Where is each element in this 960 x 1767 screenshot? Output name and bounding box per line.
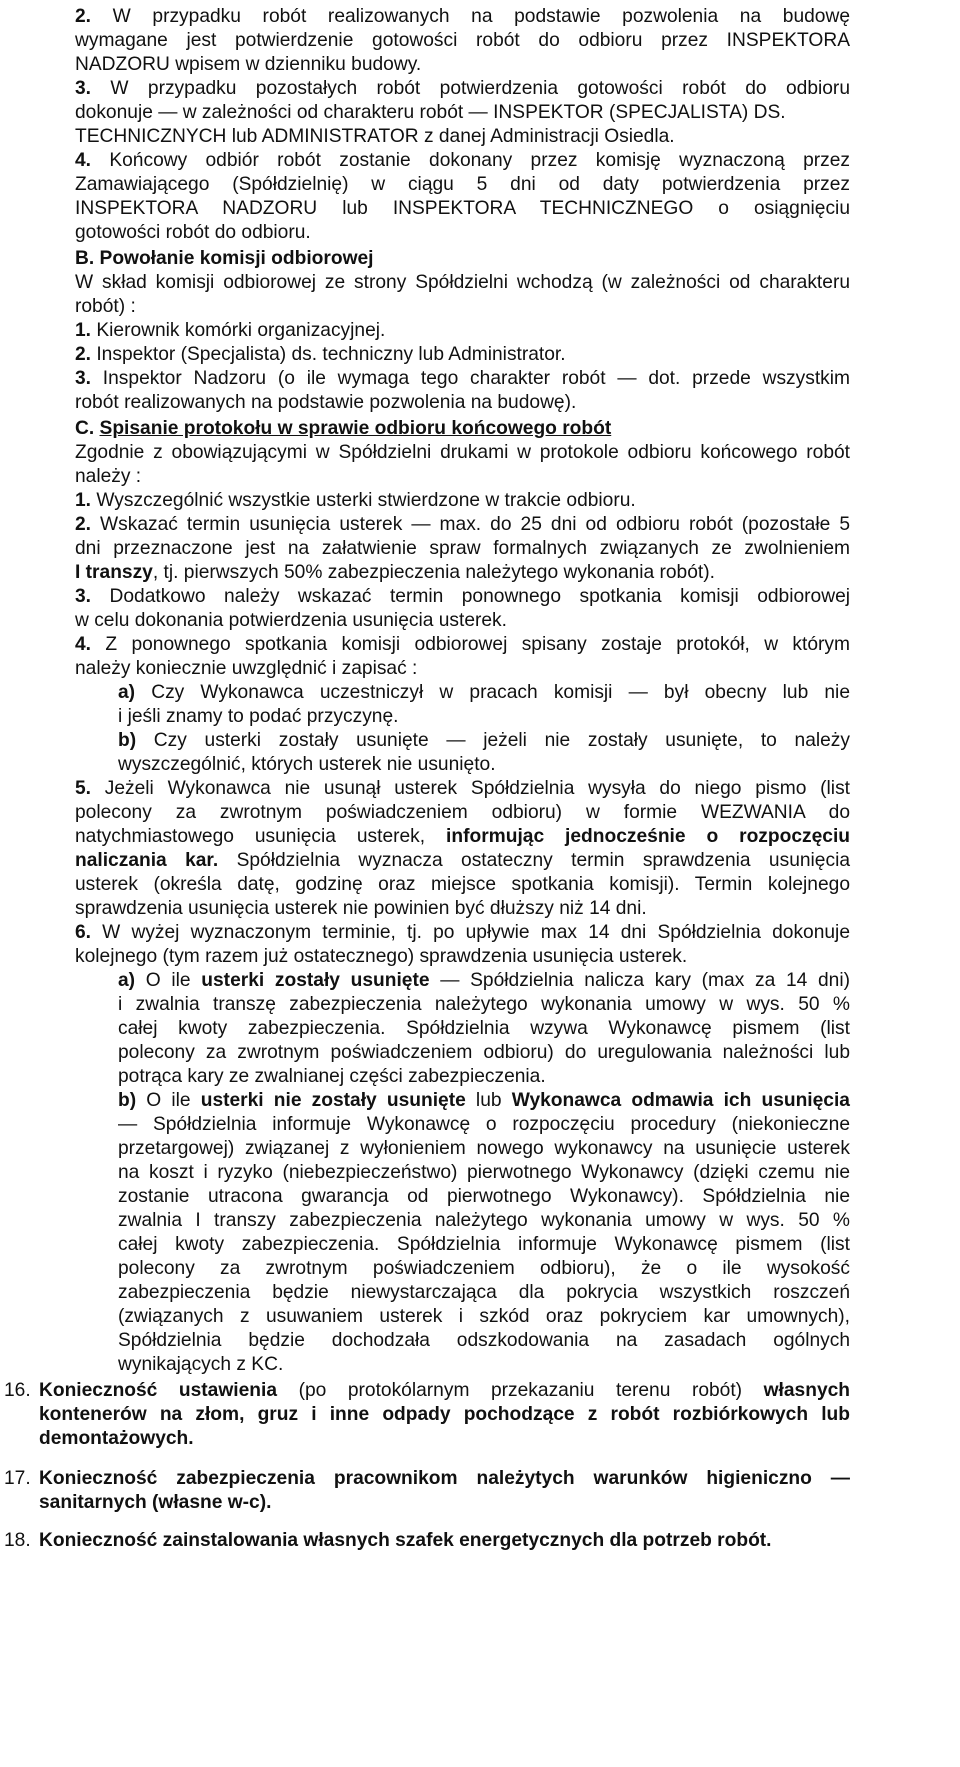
text-segment: Z ponownego spotkania komisji odbiorowej spisany zostaje protokół, w którym <box>91 634 850 655</box>
text-line <box>75 584 850 610</box>
text-segment: sprawdzenia usunięcia usterek nie powinien być dłuższy niż 14 dni. <box>75 898 647 919</box>
text-line <box>75 848 850 874</box>
text-segment: Wskazać termin usunięcia usterek — max. do 25 dni od odbioru robót (pozostałe 5 <box>91 514 850 535</box>
text-segment: Zgodnie z obowiązującymi w Spółdzielni drukami w protokole odbioru końcowego robót <box>75 442 850 463</box>
text-segment: wynikających z KC. <box>118 1354 284 1375</box>
text-line <box>118 1352 283 1378</box>
text-line <box>118 680 850 706</box>
text-line <box>39 1490 271 1516</box>
text-segment: 1. <box>75 320 92 341</box>
text-line <box>118 1208 850 1234</box>
text-line <box>75 920 850 946</box>
text-line <box>39 1528 772 1554</box>
text-segment: — Spółdzielnia nalicza kary (max za 14 dni) <box>429 970 850 991</box>
text-line <box>75 440 850 466</box>
text-segment: b) <box>118 730 137 751</box>
text-segment: Spółdzielnia wyznacza ostateczny termin sprawdzenia usunięcia <box>218 850 851 871</box>
text-segment: NADZORU wpisem w dzienniku budowy. <box>75 54 422 75</box>
text-segment: 3. <box>75 368 92 389</box>
text-segment: sanitarnych (własne w-c). <box>39 1492 272 1513</box>
text-segment: (po protokólarnym przekazaniu terenu robót) <box>277 1380 764 1401</box>
text-segment: 2. <box>75 344 92 365</box>
text-segment: Konieczność ustawienia <box>39 1380 278 1401</box>
text-segment: zabezpieczenia będzie niewystarczająca dla pokrycia wszystkich roszczeń <box>118 1282 850 1303</box>
text-segment: należy koniecznie uwzględnić i zapisać : <box>75 658 418 679</box>
text-segment: Czy usterki zostały usunięte — jeżeli nie zostały usunięte, to należy <box>136 730 850 751</box>
text-line <box>118 992 850 1018</box>
text-segment: demontażowych. <box>39 1428 194 1449</box>
text-line <box>118 1328 850 1354</box>
text-line <box>75 560 715 586</box>
text-segment: polecony za zwrotnym poświadczeniem odbioru), że o ile wysokość <box>118 1258 850 1279</box>
text-segment: wyszczególnić, których usterek nie usunięto. <box>118 754 496 775</box>
text-segment: zwalnia I transzy zabezpieczenia należytego wykonania umowy w wys. 50 % <box>118 1210 850 1231</box>
text-line <box>75 172 850 198</box>
text-segment: usterki zostały usunięte <box>201 970 430 991</box>
text-segment: należy : <box>75 466 142 487</box>
text-segment: W przypadku pozostałych robót potwierdzenia gotowości robót do odbioru <box>91 78 850 99</box>
text-line <box>75 536 850 562</box>
text-line <box>118 704 398 730</box>
text-segment: informując jednocześnie o rozpoczęciu <box>446 826 850 847</box>
text-segment: kolejnego (tym razem już ostatecznego) sprawdzenia usunięcia usterek. <box>75 946 688 967</box>
text-line <box>118 752 496 778</box>
text-segment: 16. <box>4 1380 31 1401</box>
text-segment: Konieczność zainstalowania własnych szafek energetycznych dla potrzeb robót. <box>39 1530 772 1551</box>
text-line <box>75 824 850 850</box>
text-segment: O ile <box>136 1090 201 1111</box>
text-segment: 2. <box>75 6 92 27</box>
text-line <box>118 1088 850 1114</box>
text-segment: Konieczność zabezpieczenia pracownikom należytych warunków higieniczno — <box>39 1468 850 1489</box>
text-line <box>118 1232 850 1258</box>
text-segment: własnych <box>763 1380 851 1401</box>
text-segment: kontenerów na złom, gruz i inne odpady pochodzące z robót rozbiórkowych lub <box>39 1404 850 1425</box>
text-segment: Inspektor (Specjalista) ds. techniczny lub Administrator. <box>91 344 566 365</box>
text-line <box>118 1136 850 1162</box>
text-segment: gotowości robót do odbioru. <box>75 222 311 243</box>
text-segment: Powołanie komisji odbiorowej <box>94 248 374 269</box>
text-line <box>118 1040 850 1066</box>
text-segment: usterki nie zostały usunięte <box>200 1090 466 1111</box>
text-line <box>118 1184 850 1210</box>
text-line <box>75 608 507 634</box>
text-line <box>4 1466 31 1492</box>
text-line <box>75 100 786 126</box>
text-segment: całej kwoty zabezpieczenia. Spółdzielnia informuje Wykonawcę pismem (list <box>118 1234 850 1255</box>
text-segment: Końcowy odbiór robót zostanie dokonany przez komisję wyznaczoną przez <box>91 150 850 171</box>
text-line <box>39 1378 850 1404</box>
text-line <box>75 366 850 392</box>
text-line <box>75 318 385 344</box>
text-line <box>75 656 417 682</box>
text-segment: robót realizowanych na podstawie pozwolenia na budowę). <box>75 392 577 413</box>
text-segment: natychmiastowego usunięcia usterek, <box>75 826 447 847</box>
text-segment: (związanych z usuwaniem usterek i szkód oraz pokryciem kar umownych), <box>118 1306 850 1327</box>
text-line <box>75 944 687 970</box>
text-line <box>75 800 850 826</box>
text-line <box>75 390 576 416</box>
text-line <box>75 246 374 272</box>
text-segment: 3. <box>75 586 92 607</box>
text-segment: O ile <box>135 970 202 991</box>
text-line <box>118 1064 546 1090</box>
text-segment: potrąca kary ze zwalnianej części zabezpieczenia. <box>118 1066 546 1087</box>
text-segment: zostanie utracona gwarancja od pierwotnego Wykonawcy). Spółdzielnia nie <box>118 1186 850 1207</box>
text-segment: 17. <box>4 1468 31 1489</box>
text-segment: TECHNICZNYCH lub ADMINISTRATOR z danej Administracji Osiedla. <box>75 126 675 147</box>
text-line <box>118 1112 850 1138</box>
text-line <box>75 488 636 514</box>
text-line <box>75 464 141 490</box>
text-line <box>4 1378 31 1404</box>
text-segment: Czy Wykonawca uczestniczył w pracach komisji — był obecny lub nie <box>135 682 850 703</box>
text-segment: W wyżej wyznaczonym terminie, tj. po upływie max 14 dni Spółdzielnia dokonuje <box>91 922 850 943</box>
text-segment: 5. <box>75 778 92 799</box>
text-segment: naliczania kar. <box>75 850 219 871</box>
text-segment: Wyszczególnić wszystkie usterki stwierdzone w trakcie odbioru. <box>91 490 636 511</box>
text-line <box>118 1304 850 1330</box>
text-segment: przetargowej) związanej z wyłonieniem nowego wykonawcy na usunięcie usterek <box>118 1138 850 1159</box>
text-segment: polecony za zwrotnym poświadczeniem odbioru) w formie WEZWANIA do <box>75 802 850 823</box>
text-line <box>118 1256 850 1282</box>
text-segment: Spisanie protokołu w sprawie odbioru końcowego robót <box>99 418 612 439</box>
text-line <box>39 1426 194 1452</box>
text-line <box>75 28 850 54</box>
text-segment: wymagane jest potwierdzenie gotowości robót do odbioru przez INSPEKTORA <box>75 30 850 51</box>
text-line <box>118 728 850 754</box>
text-line <box>75 124 675 150</box>
text-segment: W skład komisji odbiorowej ze strony Spółdzielni wchodzą (w zależności od charakteru <box>75 272 850 293</box>
text-segment: i jeśli znamy to podać przyczynę. <box>118 706 399 727</box>
text-segment: a) <box>118 682 136 703</box>
text-segment: Jeżeli Wykonawca nie usunął usterek Spółdzielnia wysyła do niego pismo (list <box>91 778 850 799</box>
text-line <box>75 294 136 320</box>
text-segment: a) <box>118 970 136 991</box>
text-segment: 6. <box>75 922 92 943</box>
text-line <box>75 342 566 368</box>
text-line <box>118 1016 850 1042</box>
text-segment: 2. <box>75 514 92 535</box>
text-segment: Inspektor Nadzoru (o ile wymaga tego charakter robót — dot. przede wszystkim <box>91 368 850 389</box>
text-line <box>75 148 850 174</box>
text-segment: i zwalnia transzę zabezpieczenia należytego wykonania umowy w wys. 50 % <box>118 994 850 1015</box>
text-line <box>118 968 850 994</box>
text-segment: Dodatkowo należy wskazać termin ponownego spotkania komisji odbiorowej <box>91 586 850 607</box>
text-line <box>75 632 850 658</box>
text-line <box>75 220 311 246</box>
text-line <box>75 896 647 922</box>
text-segment: w celu dokonania potwierdzenia usunięcia usterek. <box>75 610 507 631</box>
text-line <box>75 76 850 102</box>
text-segment: Spółdzielnia będzie dochodzała odszkodowania na zasadach ogólnych <box>118 1330 850 1351</box>
text-segment: polecony za zwrotnym poświadczeniem odbioru) do uregulowania należności lub <box>118 1042 850 1063</box>
text-segment: 1. <box>75 490 92 511</box>
text-line <box>4 1528 31 1554</box>
text-segment: robót) : <box>75 296 136 317</box>
text-line <box>75 416 611 442</box>
text-segment: lub <box>465 1090 512 1111</box>
text-segment: dni przeznaczone jest na załatwienie spraw formalnych związanych ze zwolnieniem <box>75 538 850 559</box>
text-segment: b) <box>118 1090 137 1111</box>
text-segment: usterek (określa datę, godzinę oraz miejsce spotkania komisji). Termin kolejnego <box>75 874 850 895</box>
text-segment: dokonuje — w zależności od charakteru robót — INSPEKTOR (SPECJALISTA) DS. <box>75 102 786 123</box>
text-line <box>75 512 850 538</box>
text-segment: B. <box>75 248 95 269</box>
text-segment: 18. <box>4 1530 31 1551</box>
text-line <box>75 196 850 222</box>
text-segment: na koszt i ryzyko (niebezpieczeństwo) pierwotnego Wykonawcy (dzięki czemu nie <box>118 1162 850 1183</box>
text-segment: I transzy <box>75 562 153 583</box>
text-segment: W przypadku robót realizowanych na podstawie pozwolenia na budowę <box>91 6 850 27</box>
text-line <box>75 776 850 802</box>
text-segment: Zamawiającego (Spółdzielnię) w ciągu 5 dni od daty potwierdzenia przez <box>75 174 850 195</box>
text-line <box>75 270 850 296</box>
text-segment: C. <box>75 418 95 439</box>
text-segment: INSPEKTORA NADZORU lub INSPEKTORA TECHNICZNEGO o osiągnięciu <box>75 198 850 219</box>
text-line <box>75 4 850 30</box>
text-segment: 3. <box>75 78 92 99</box>
text-segment: , tj. pierwszych 50% zabezpieczenia należytego wykonania robót). <box>152 562 715 583</box>
text-line <box>75 52 421 78</box>
text-line <box>39 1402 850 1428</box>
text-line <box>118 1280 850 1306</box>
text-segment: Kierownik komórki organizacyjnej. <box>91 320 386 341</box>
text-segment: 4. <box>75 150 92 171</box>
text-segment: — Spółdzielnia informuje Wykonawcę o rozpoczęciu procedury (niekonieczne <box>118 1114 850 1135</box>
text-line <box>75 872 850 898</box>
text-segment: Wykonawca odmawia ich usunięcia <box>511 1090 850 1111</box>
text-line <box>39 1466 850 1492</box>
text-segment: 4. <box>75 634 92 655</box>
text-line <box>118 1160 850 1186</box>
text-segment: całej kwoty zabezpieczenia. Spółdzielnia wzywa Wykonawcę pismem (list <box>118 1018 850 1039</box>
